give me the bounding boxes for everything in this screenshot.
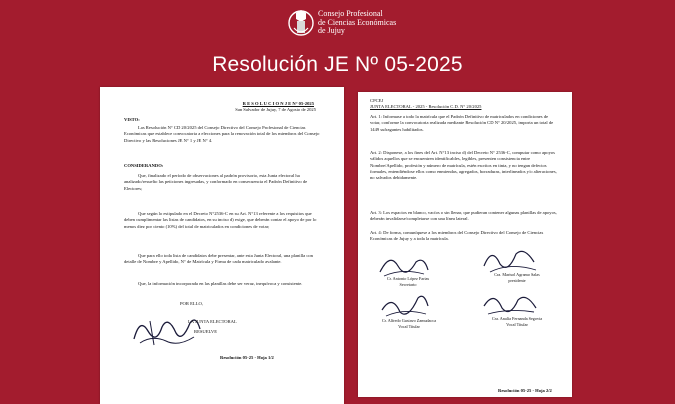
signatory-line-2: RESUELVE (194, 329, 218, 334)
page-title: Resolución JE Nº 05-2025 (212, 53, 463, 76)
logo-line-2: de Ciencias Económicas (318, 17, 397, 27)
cpce-logo (288, 8, 396, 38)
considerando-label: CONSIDERANDO: (124, 163, 164, 168)
considerando-paragraph-2: Que según lo estipulado en el Decreto N°2536-C en su Art. N°13 referente a los requisitos que deben cumplimentar las listas de candidatos, en su inciso d) exige, que deberán contar el apoyo de por lo menos diez por ciento (10%) del total de matriculados en condiciones de votar; (124, 211, 317, 229)
visto-text: Las Resolución N° CD 20/2025 del Consejo Directivo del Consejo Profesional de Ciencias Económicas que establece convocatoria a elecciones para la renovación total de los miembros del Consejo Directivo y las Resoluciones JE N° 1 y JE N° 4. (124, 125, 320, 143)
resolution-page-1 (100, 87, 344, 404)
resolution-subject: JUNTA ELECTORAL - 2025 - Resolución C.D. N° 20/2025 (370, 104, 482, 109)
org-code: CPCEJ (370, 98, 384, 103)
page-2-footer: Resolución 05-25 - Hoja 2/2 (498, 388, 552, 393)
signatory-3-name: Cr. Alfredo Gustavo Zamudacca (381, 318, 437, 323)
por-ello: POR ELLO, (180, 301, 203, 306)
cpce-emblem-icon (288, 8, 314, 38)
signatory-line-1: LA JUNTA ELECTORAL (188, 319, 237, 324)
signatory-4-role: Vocal Titular (506, 322, 528, 327)
logo-line-3: de Jujuy (318, 26, 345, 36)
article-4: Art. 4: De forma, comuníquese a los miembros del Consejo Directivo del Consejo de Ciencias Económicas de Jujuy y a toda la matrícula. (370, 230, 544, 242)
considerando-paragraph-4: Que, la información incorporada en las planillas debe ser veraz, inequívoca y consistente. (138, 281, 303, 286)
signatory-2-role: presidente (508, 278, 526, 283)
article-3: Art. 3: Los espacios en blanco, vacíos o sin llenar, que pudieran contener algunas planillas de apoyos, deberán invalidarse/completarse con una línea lateral. (370, 210, 557, 222)
article-1: Art. 1: Informase a todo la matrícula que el Padrón Definitivo de matriculados en condiciones de votar, conforme la convocatoria realizada mediante Resolución CD N° 20/2025, importa un total de 1449 sufragantes habilitados. (370, 114, 554, 132)
logo-line-1: Consejo Profesional (318, 9, 383, 19)
considerando-paragraph-3: Que para ello toda lista de candidatos debe presentar, ante esta Junta Electoral, una planilla con detalle de Nombre y Apellido, N° de Matrícula y Firma de cada matriculado avalante. (124, 253, 313, 265)
signatory-4-name: Cra. Analía Fernanda Segovia (491, 316, 543, 321)
signatory-1-role: Secretario (399, 282, 417, 287)
place-date: San Salvador de Jujuy, 7 de Agosto de 2025 (235, 107, 316, 112)
signatory-2-name: Cra. Marisol Agramo Salas (494, 272, 540, 277)
considerando-paragraph-1: Que, finalizado el período de observaciones al padrón provisorio, esta Junta electoral ha analizado/resuelto las peticiones ingresadas, y conformado en consecuencia el Padrón Definitivo de Electores; (124, 173, 308, 191)
signatory-1-name: Cr. Antonio López Farias (386, 276, 430, 281)
resolution-page-2 (358, 92, 572, 397)
page-1-footer: Resolución 05-25 - Hoja 1/2 (220, 355, 274, 360)
resolution-number: R E S O L U C I O N J E N° 05-2025 (242, 101, 314, 106)
logo-text (318, 10, 396, 36)
article-2: Art. 2: Disponese, a los fines del Art. N°13 inciso d) del Decreto N° 2536-C, computar como apoyos válidos aquellos que se encuentren identificables, legibles, presenten consistencia entre Nombre/Apellido, profesión y número de matrícula, estén escritos en tinta, y no tengan defectos formales, entendiéndose ellos como enmiendas, agregados, borraduras, interlineados y/o alteraciones, no salvados debidamente. (370, 150, 557, 181)
visto-label: VISTO: (124, 117, 140, 122)
signatory-3-role: Vocal Titular (398, 324, 420, 329)
